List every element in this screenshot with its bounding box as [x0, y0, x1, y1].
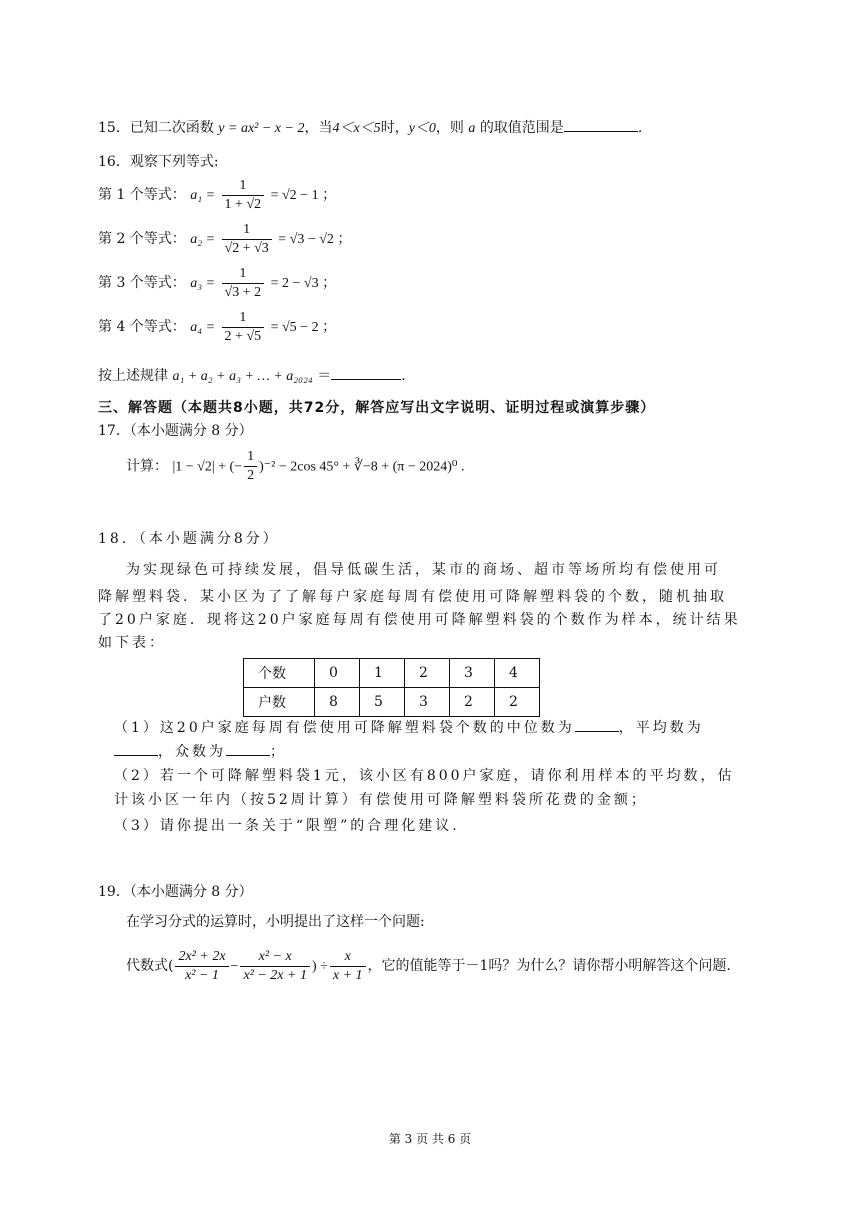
question-17-head: 17．（本小题满分 8 分） [98, 423, 253, 439]
fraction: $\frac{\text{2x² + 2x}}{\text{x² − 1}}$ [175, 948, 228, 985]
table-cell: 个数 [244, 659, 315, 688]
table-cell: 3 [450, 659, 495, 688]
formula: a₁ + a₂ + a₃ + … + a₂₀₂₄ [172, 369, 313, 384]
question-19-expression: 代数式( $\frac{\text{2x² + 2x}}{\text{x² − 1}}$ − $\frac{\text{x² − x}}{\text{x² − 2x + 1}}$ ) ÷ $\frac{x}{x + 1}$ ，它的值能等于－1吗？为什么？请你帮小明解答这个问题. [126, 948, 731, 983]
subquestion-2: （2）若一个可降解塑料袋1元，该小区有800户家庭，请你利用样本的平均数，估 [114, 768, 735, 784]
question-number: 15． [98, 120, 130, 136]
formula: y = ax² − x − 2 [218, 121, 305, 136]
section-heading: 三、解答题（本题共8小题，共72分，解答应写出文字说明、证明过程或演算步骤） [98, 400, 656, 416]
subquestion-2-cont: 计该小区一年内（按52周计算）有偿使用可降解塑料袋所花费的金额； [114, 792, 648, 808]
paragraph-line: 如下表： [98, 635, 166, 651]
table-cell: 8 [315, 688, 360, 717]
question-15: 15．已知二次函数 y = ax² − x − 2，当4＜x＜5时，y＜0，则 a 的取值范围是 . [98, 120, 643, 136]
fraction: $\frac{\text{x² − x}}{\text{x² − 2x + 1}}$ [240, 948, 310, 985]
table-cell: 2 [495, 688, 540, 717]
question-16-intro: 16．观察下列等式: [98, 154, 219, 170]
table-cell: 0 [315, 659, 360, 688]
table-cell: 2 [405, 659, 450, 688]
statistics-table [243, 658, 540, 717]
fraction: $\frac{1}{√3 + 2}$ [222, 265, 265, 302]
fraction: $\frac{1}{2}$ [244, 448, 257, 485]
paragraph-line: 为实现绿色可持续发展，倡导低碳生活，某市的商场、超市等场所均有偿使用可 [126, 562, 721, 578]
paragraph-line: 了20户家庭．现将这20户家庭每周有偿使用可降解塑料袋的个数作为样本，统计结果 [98, 612, 741, 628]
answer-blank [114, 755, 158, 756]
question-18-head: 18．（本小题满分8分） [98, 531, 280, 547]
answer-blank [331, 379, 401, 380]
answer-blank [564, 131, 638, 132]
answer-blank [226, 755, 270, 756]
table-cell: 户数 [244, 688, 315, 717]
subquestion-3: （3）请你提出一条关于“限塑”的合理化建议. [114, 818, 460, 834]
answer-blank [575, 731, 619, 732]
subquestion-1: （1）这20户家庭每周有偿使用可降解塑料袋个数的中位数为 ，平均数为 [114, 720, 704, 736]
equation-row-3: 第 3 个等式： a₃ = $\frac{1}{√3 + 2}$ = 2 − √3 ； [98, 265, 337, 300]
table-cell: 4 [495, 659, 540, 688]
equation-row-2: 第 2 个等式： a₂ = $\frac{1}{√2 + √3}$ = √3 − √2 ； [98, 221, 352, 256]
question-number: 16． [98, 154, 130, 170]
fraction: $\frac{1}{√2 + √3}$ [222, 221, 272, 258]
table-cell: 3 [405, 688, 450, 717]
subquestion-1-cont: ，众数为 ； [114, 742, 287, 762]
equation-row-4: 第 4 个等式： a₄ = $\frac{1}{2 + √5}$ = √5 − 2 ； [98, 309, 337, 344]
page-footer: 第 3 页 共 6 页 [388, 1132, 472, 1146]
paragraph-line: 在学习分式的运算时，小明提出了这样一个问题: [126, 914, 425, 930]
fraction: $\frac{1}{1 + √2}$ [222, 177, 265, 214]
question-19-head: 19．（本小题满分 8 分） [98, 884, 253, 900]
table-cell: 5 [360, 688, 405, 717]
table-cell: 1 [360, 659, 405, 688]
paragraph-line: 降解塑料袋．某小区为了了解每户家庭每周有偿使用可降解塑料袋的个数，随机抽取 [98, 589, 727, 605]
question-17-expression: 计算： |1 − √2| + (− $\frac{1}{2}$ )⁻² − 2cos 45° + ∛−8 + (π − 2024)⁰ . [126, 449, 465, 483]
equation-row-1: 第 1 个等式： a₁ = $\frac{1}{1 + √2}$ = √2 − 1 ； [98, 177, 337, 212]
table-cell: 2 [450, 688, 495, 717]
table-row [244, 659, 540, 688]
fraction: $\frac{1}{2 + √5}$ [222, 309, 265, 346]
fraction: $\frac{x}{x + 1}$ [330, 948, 366, 985]
question-16-rule: 按上述规律 a₁ + a₂ + a₃ + … + a₂₀₂₄ ＝ . [98, 368, 406, 384]
table-row [244, 688, 540, 717]
